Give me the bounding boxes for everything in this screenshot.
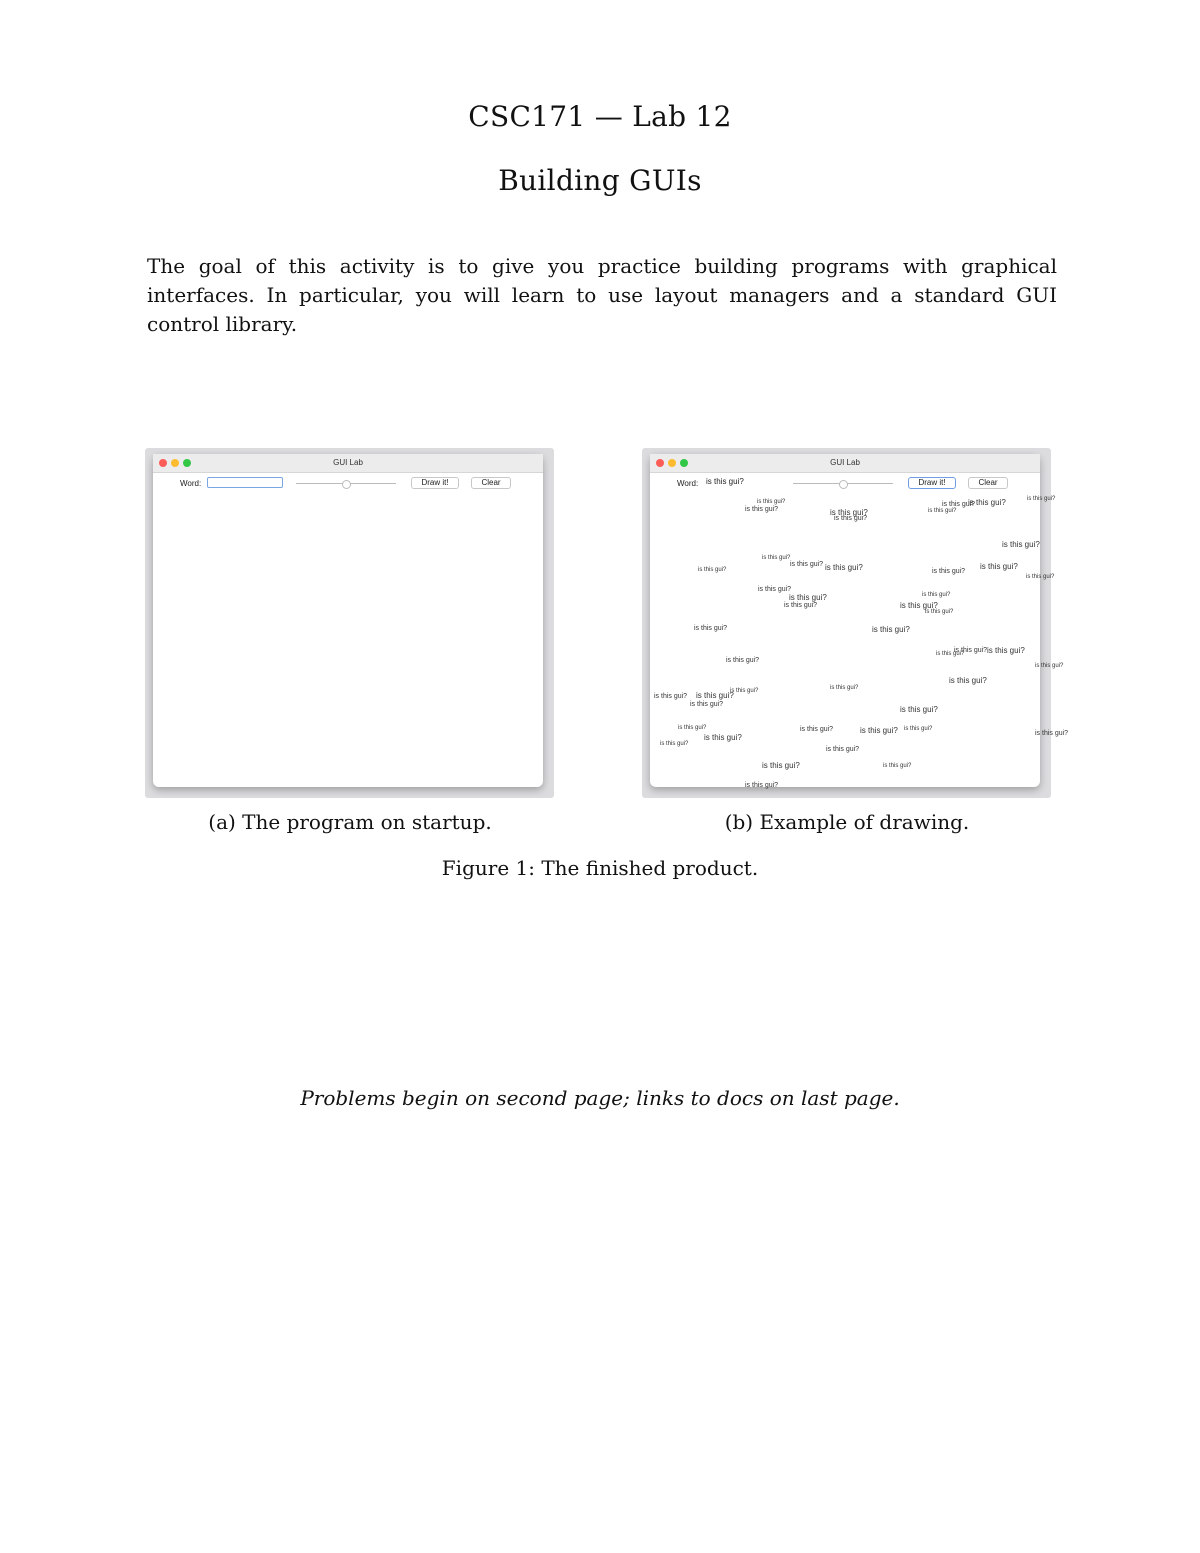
drawn-word: is this gui?: [704, 733, 742, 742]
drawn-word: is this gui?: [900, 705, 938, 714]
clear-button[interactable]: Clear: [471, 477, 511, 489]
drawn-word: is this gui?: [690, 701, 724, 708]
zoom-dot-icon[interactable]: [680, 459, 688, 467]
size-slider[interactable]: [296, 483, 396, 484]
drawn-word: is this gui?: [1035, 730, 1069, 737]
caption-b: (b) Example of drawing.: [724, 810, 970, 834]
drawing-canvas[interactable]: [650, 495, 1069, 789]
footer-note: Problems begin on second page; links to docs on last page.: [300, 1086, 900, 1110]
drawn-word: is this gui?: [949, 676, 987, 685]
drawn-word: is this gui?: [830, 685, 859, 691]
window-toolbar: [650, 473, 1040, 495]
drawn-word: is this gui?: [1027, 496, 1056, 502]
page-subtitle: Building GUIs: [498, 164, 702, 197]
drawn-word: is this gui?: [800, 726, 834, 733]
drawn-word: is this gui?: [928, 508, 957, 514]
minimize-dot-icon[interactable]: [668, 459, 676, 467]
drawn-word: is this gui?: [980, 562, 1018, 571]
word-input[interactable]: is this gui?: [704, 477, 780, 488]
caption-a: (a) The program on startup.: [208, 810, 492, 834]
drawn-word: is this gui?: [826, 746, 860, 753]
window-title: GUI Lab: [830, 458, 860, 467]
drawn-word: is this gui?: [904, 726, 933, 732]
drawn-word: is this gui?: [678, 725, 707, 731]
drawn-word: is this gui?: [932, 568, 966, 575]
drawn-word: is this gui?: [790, 561, 824, 568]
drawn-word: is this gui?: [784, 602, 818, 609]
gui-window: [153, 454, 543, 787]
drawn-word: is this gui?: [883, 763, 912, 769]
drawn-word: is this gui?: [936, 651, 965, 657]
drawn-word: is this gui?: [872, 625, 910, 634]
draw-button[interactable]: Draw it!: [908, 477, 956, 489]
page-title: CSC171 — Lab 12: [468, 100, 732, 133]
screenshot-example: [642, 448, 1069, 798]
drawing-canvas[interactable]: [153, 495, 543, 787]
drawn-word: is this gui?: [789, 593, 827, 602]
window-title: GUI Lab: [333, 458, 363, 467]
drawn-word: is this gui?: [730, 688, 759, 694]
drawn-word: is this gui?: [694, 625, 728, 632]
drawn-word: is this gui?: [922, 592, 951, 598]
drawn-word: is this gui?: [1035, 663, 1064, 669]
window-titlebar: [153, 454, 543, 473]
gui-window: [650, 454, 1069, 789]
drawn-word: is this gui?: [762, 555, 791, 561]
drawn-word: is this gui?: [654, 693, 688, 700]
size-slider[interactable]: [793, 483, 893, 484]
drawn-word: is this gui?: [660, 741, 689, 747]
slider-knob[interactable]: [342, 480, 351, 489]
zoom-dot-icon[interactable]: [183, 459, 191, 467]
drawn-word: is this gui?: [762, 761, 800, 770]
draw-button[interactable]: Draw it!: [411, 477, 459, 489]
drawn-word: is this gui?: [925, 609, 954, 615]
drawn-word: is this gui?: [726, 657, 760, 664]
drawn-word: is this gui?: [745, 506, 779, 513]
window-toolbar: [153, 473, 543, 495]
drawn-word: is this gui?: [860, 726, 898, 735]
clear-button[interactable]: Clear: [968, 477, 1008, 489]
window-titlebar: [650, 454, 1040, 473]
drawn-word: is this gui?: [696, 691, 734, 700]
drawn-word: is this gui?: [987, 646, 1025, 655]
close-dot-icon[interactable]: [656, 459, 664, 467]
close-dot-icon[interactable]: [159, 459, 167, 467]
screenshot-startup: [145, 448, 554, 798]
word-label: Word:: [180, 479, 202, 488]
drawn-word: is this gui?: [698, 567, 727, 573]
drawn-word: is this gui?: [757, 499, 786, 505]
slider-knob[interactable]: [839, 480, 848, 489]
minimize-dot-icon[interactable]: [171, 459, 179, 467]
word-input[interactable]: [207, 477, 283, 488]
drawn-word: is this gui?: [745, 782, 779, 789]
drawn-word: is this gui?: [825, 563, 863, 572]
drawn-word: is this gui?: [968, 498, 1006, 507]
word-label: Word:: [677, 479, 699, 488]
drawn-word: is this gui?: [1026, 574, 1055, 580]
drawn-word: is this gui?: [900, 601, 938, 610]
drawn-word: is this gui?: [954, 647, 988, 654]
drawn-word: is this gui?: [1002, 540, 1040, 549]
drawn-word: is this gui?: [758, 586, 792, 593]
intro-paragraph: The goal of this activity is to give you practice building programs with graphical interfaces. In particular, you will learn to use layout managers and a standard GUI control library.: [147, 254, 1057, 336]
drawn-word: is this gui?: [834, 515, 868, 522]
drawn-word: is this gui?: [830, 508, 868, 517]
figure-caption: Figure 1: The finished product.: [441, 856, 759, 880]
drawn-word: is this gui?: [942, 501, 976, 508]
